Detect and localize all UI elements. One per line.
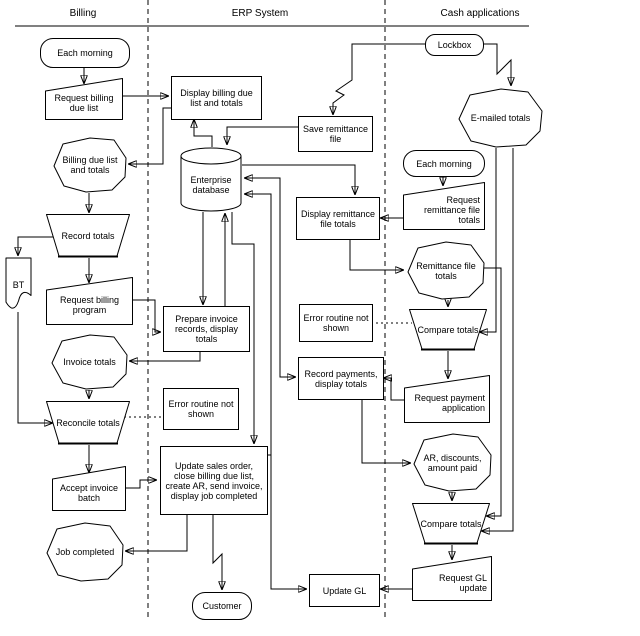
node-error-routine-not-shown-right [299,304,373,342]
node-lockbox [425,34,484,56]
node-label: Request billing program [59,295,120,315]
node-request-billing-due-list [45,78,123,120]
connector-accept-invoice-to-update-sales-order [126,480,156,488]
connector-emailed-totals-to-compare-1 [480,148,496,332]
node-label: E-mailed totals [470,113,531,123]
node-request-gl-update [412,556,492,601]
node-label: Record totals [61,231,115,241]
node-label: Record payments, display totals [304,368,378,389]
node-record-totals [46,214,130,258]
node-each-morning-cash [403,150,485,177]
node-label: Accept invoice batch [59,482,119,503]
connector-save-remittance-to-database [227,127,298,144]
node-request-remittance-file-totals [403,182,485,230]
connector-display-remittance-to-remittance-totals [350,238,403,270]
node-label: BT [12,279,25,290]
node-ar-discounts-amount-paid [413,433,492,492]
connector-record-payments-to-ar-discounts [362,398,410,463]
node-label: Error routine not shown [303,313,369,333]
connector-display-billing-to-billing-due-list-totals [129,108,171,164]
node-label: Update GL [322,585,367,596]
connector-request-payment-to-record-payments [384,378,404,400]
node-display-remittance-file-totals [296,197,380,240]
connector-record-payments-to-database [245,178,280,377]
connector-database-to-display-billing [194,120,212,147]
node-label: Save remittance file [302,124,369,144]
node-emailed-totals [458,88,543,148]
node-accept-invoice-batch [52,466,126,511]
node-compare-totals-2 [412,503,490,545]
node-request-payment-application [404,375,490,423]
node-label: Display billing due list and totals [180,88,253,108]
node-enterprise-database [180,147,242,212]
node-label: Reconcile totals [56,418,120,428]
node-label: Invoice totals [63,357,116,367]
node-save-remittance-file [298,116,373,152]
node-request-billing-program [46,277,133,325]
node-remittance-file-totals [407,241,485,300]
node-update-sales-order [160,446,268,515]
node-label: AR, discounts, amount paid [423,452,482,473]
node-label: Customer [202,601,242,611]
node-label: Each morning [416,158,472,169]
connector-database-to-display-remittance [242,165,355,194]
node-label: Request payment application [414,393,485,413]
lane-header-erp-system: ERP System [231,8,289,19]
node-prepare-invoice-records [163,306,250,352]
node-label: Billing due list and totals [62,155,118,175]
connector-lockbox-to-emailed-totals-bolt [482,44,511,85]
node-invoice-totals [51,334,128,390]
connector-database-to-record-payments [280,178,295,377]
connector-update-sales-order-to-job-completed [126,513,187,551]
node-label: Error routine not shown [168,399,234,419]
node-label: Update sales order, close billing due list, create AR, send invoice, display job completed [165,460,263,501]
node-bt-document [5,257,32,312]
node-label: Lockbox [437,40,472,50]
connector-update-sales-order-to-customer-bolt [213,513,222,589]
node-billing-due-list-and-totals [53,137,127,193]
node-label: Display remittance file totals [300,208,376,229]
node-update-gl [309,574,380,607]
node-each-morning-billing [40,38,130,68]
node-display-billing-due-list [171,76,262,120]
node-compare-totals-1 [409,309,487,351]
node-job-completed [46,522,124,582]
node-label: Job completed [55,547,115,557]
node-label: Compare totals [420,519,482,529]
node-customer [192,592,252,620]
lane-header-cash-applications: Cash applications [440,8,520,19]
connector-lockbox-to-save-remittance-bolt [333,44,425,114]
node-reconcile-totals [46,401,130,445]
node-label: Compare totals [417,325,479,335]
node-label: Request billing due list [54,93,114,113]
node-label: Request GL update [438,572,487,593]
node-record-payments [298,357,384,400]
node-label: Remittance file totals [416,260,476,281]
lane-header-billing: Billing [69,8,97,19]
node-error-routine-not-shown-left [163,388,239,430]
connector-request-billing-program-to-prepare-invoice [133,300,160,332]
node-label: Each morning [57,48,113,58]
node-label: Enterprise database [190,174,232,195]
node-label: Request remittance file totals [423,195,480,225]
node-label: Prepare invoice records, display totals [174,314,239,344]
